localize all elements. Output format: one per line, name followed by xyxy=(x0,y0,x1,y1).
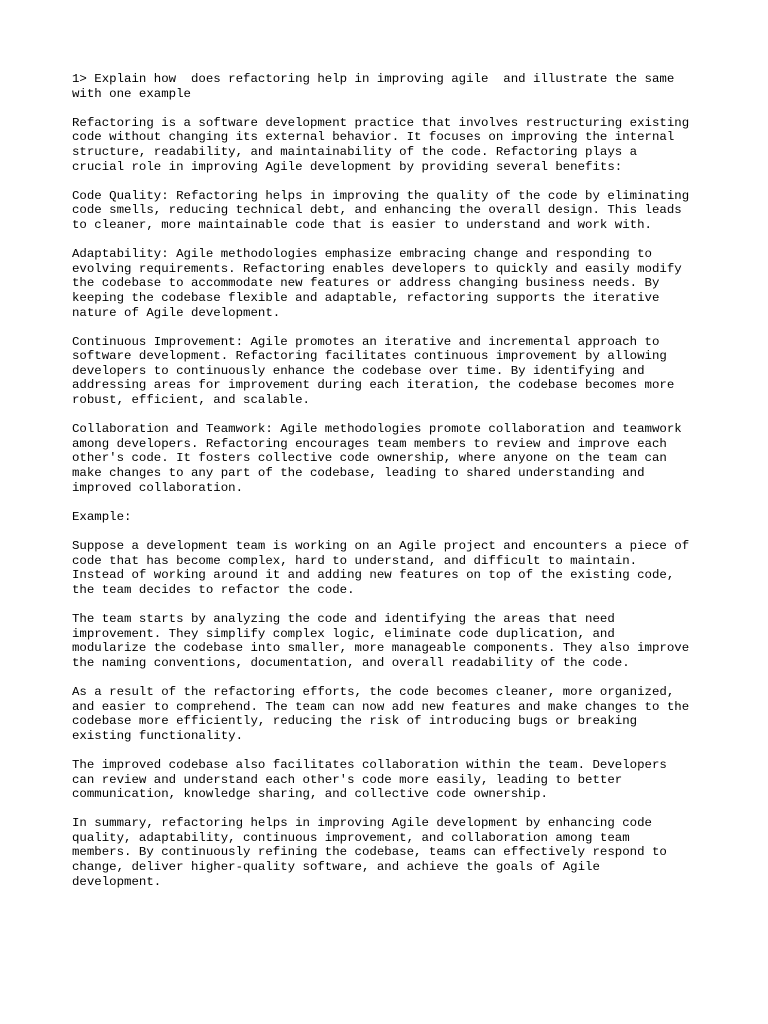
text-line: change, deliver higher-quality software, and achieve the goals of Agile xyxy=(72,860,600,875)
text-line: nature of Agile development. xyxy=(72,305,281,320)
text-line: the naming conventions, documentation, and overall readability of the code. xyxy=(72,655,630,670)
document-page xyxy=(72,72,712,904)
text-line: developers to continuously enhance the codebase over time. By identifying and xyxy=(72,363,645,378)
text-line: quality, adaptability, continuous improvement, and collaboration among team xyxy=(72,830,630,845)
paragraph xyxy=(72,116,712,174)
text-line: with one example xyxy=(72,86,191,101)
paragraph xyxy=(72,685,712,743)
text-line: keeping the codebase flexible and adaptable, refactoring supports the iterative xyxy=(72,290,660,305)
text-line: The team starts by analyzing the code and identifying the areas that need xyxy=(72,611,615,626)
text-line: software development. Refactoring facilitates continuous improvement by allowing xyxy=(72,349,667,364)
text-line: In summary, refactoring helps in improving Agile development by enhancing code xyxy=(72,816,652,831)
text-line: code without changing its external behavior. It focuses on improving the internal xyxy=(72,130,675,145)
paragraph xyxy=(72,335,712,408)
text-line: evolving requirements. Refactoring enables developers to quickly and easily modify xyxy=(72,261,682,276)
text-line: improved collaboration. xyxy=(72,480,244,495)
text-line: As a result of the refactoring efforts, the code becomes cleaner, more organized, xyxy=(72,684,675,699)
text-line: Continuous Improvement: Agile promotes an iterative and incremental approach to xyxy=(72,334,660,349)
text-line: code smells, reducing technical debt, and enhancing the overall design. This leads xyxy=(72,203,682,218)
text-line: structure, readability, and maintainability of the code. Refactoring plays a xyxy=(72,144,638,159)
text-line: Instead of working around it and adding new features on top of the existing code, xyxy=(72,568,675,583)
text-line: modularize the codebase into smaller, more manageable components. They also improve xyxy=(72,641,690,656)
text-line: Adaptability: Agile methodologies emphasize embracing change and responding to xyxy=(72,247,652,262)
example-heading xyxy=(72,510,712,525)
text-line: Suppose a development team is working on an Agile project and encounters a piece of xyxy=(72,539,690,553)
text-line: the team decides to refactor the code. xyxy=(72,582,355,597)
paragraph xyxy=(72,816,712,889)
paragraph xyxy=(72,612,712,670)
text-line: among developers. Refactoring encourages team members to review and improve each xyxy=(72,436,667,451)
text-line: Refactoring is a software development practice that involves restructuring existing xyxy=(72,115,690,130)
paragraph xyxy=(72,539,712,597)
text-line: can review and understand each other's code more easily, leading to better xyxy=(72,772,623,787)
paragraph xyxy=(72,758,712,802)
text-line: improvement. They simplify complex logic, eliminate code duplication, and xyxy=(72,626,615,641)
text-line: other's code. It fosters collective code ownership, where anyone on the team can xyxy=(72,451,667,466)
paragraph xyxy=(72,422,712,495)
text-line: 1> Explain how does refactoring help in improving agile and illustrate the same xyxy=(72,72,675,86)
text-line: code that has become complex, hard to understand, and difficult to maintain. xyxy=(72,553,638,568)
text-line: Collaboration and Teamwork: Agile methodologies promote collaboration and teamwork xyxy=(72,422,682,437)
text-line: to cleaner, more maintainable code that is easier to understand and work with. xyxy=(72,217,652,232)
text-line: and easier to comprehend. The team can now add new features and make changes to the xyxy=(72,699,690,714)
question-heading xyxy=(72,72,712,101)
paragraph xyxy=(72,189,712,233)
text-line: existing functionality. xyxy=(72,728,244,743)
text-line: The improved codebase also facilitates collaboration within the team. Developers xyxy=(72,757,667,772)
text-line: addressing areas for improvement during each iteration, the codebase becomes more xyxy=(72,378,675,393)
text-line: make changes to any part of the codebase, leading to shared understanding and xyxy=(72,466,645,481)
text-line: robust, efficient, and scalable. xyxy=(72,393,310,408)
text-line: the codebase to accommodate new features or address changing business needs. By xyxy=(72,276,660,291)
text-line: codebase more efficiently, reducing the risk of introducing bugs or breaking xyxy=(72,714,638,729)
paragraph xyxy=(72,247,712,320)
text-line: Code Quality: Refactoring helps in improving the quality of the code by eliminating xyxy=(72,188,690,203)
text-line: crucial role in improving Agile development by providing several benefits: xyxy=(72,159,623,174)
text-line: development. xyxy=(72,874,162,889)
text-line: members. By continuously refining the codebase, teams can effectively respond to xyxy=(72,845,667,860)
text-line: Example: xyxy=(72,509,132,524)
text-line: communication, knowledge sharing, and collective code ownership. xyxy=(72,787,548,802)
